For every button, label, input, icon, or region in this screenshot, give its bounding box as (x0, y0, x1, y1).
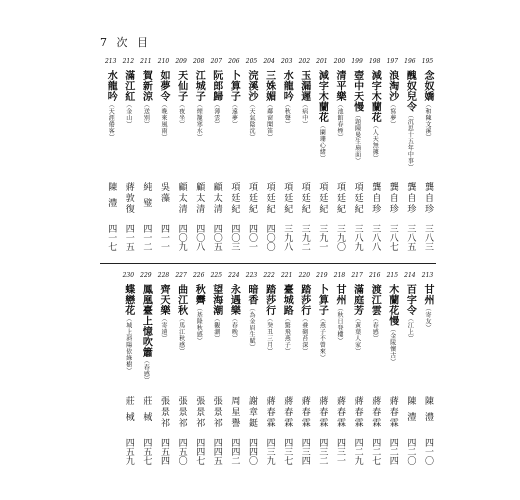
entry-title-sub: （城上斜陽依綠樹） (124, 315, 132, 374)
toc-entry (156, 58, 171, 258)
toc-entry (121, 272, 136, 472)
entry-page: 四三一 (335, 438, 345, 465)
entry-title-sub: （觀潮） (212, 315, 220, 342)
toc-entry (209, 58, 224, 258)
entry-title-main: 江城子 (193, 70, 205, 102)
entry-title (138, 284, 153, 392)
entry-page: 三八五 (405, 224, 416, 251)
entry-number: 218 (333, 272, 346, 279)
toc-entry (244, 272, 259, 472)
toc-entry (314, 58, 329, 258)
entry-title-main: 卜算子 (316, 284, 328, 316)
entry-number: 221 (280, 272, 293, 279)
entry-author: 龔自珍 (405, 182, 416, 215)
toc-entry (138, 58, 153, 258)
entry-page: 四五〇 (176, 438, 187, 465)
entry-number: 225 (210, 272, 223, 279)
entry-title (191, 284, 206, 392)
entry-number: 199 (351, 58, 363, 65)
toc-entry (191, 58, 206, 258)
toc-entry (402, 272, 417, 472)
entry-page: 三九八 (282, 224, 293, 251)
entry-number: 219 (316, 272, 328, 279)
entry-author: 項廷紀 (299, 182, 310, 215)
entry-title (138, 70, 153, 178)
entry-page: 四二七 (370, 438, 381, 465)
entry-title-sub: （沉思十五年中事） (406, 112, 414, 171)
toc-entry (279, 58, 294, 258)
entry-title-main: 如夢令 (158, 70, 169, 102)
toc-entry (420, 272, 435, 472)
entry-title-sub: （秋日登樓） (336, 305, 343, 344)
toc-entry (297, 58, 312, 258)
entry-author: 項廷紀 (352, 182, 363, 215)
entry-number: 204 (263, 58, 275, 65)
entry-title-main: 浪淘沙 (386, 70, 398, 102)
entry-page: 四五九 (123, 438, 134, 465)
entry-title-sub: （為金眉生賦） (248, 305, 255, 351)
entry-number: 210 (157, 58, 170, 65)
entry-title (420, 70, 435, 178)
entry-author: 吳藻 (159, 182, 169, 204)
toc-bottom-block (100, 272, 436, 472)
entry-title-main: 臺城路 (281, 284, 293, 316)
entry-page: 四〇五 (211, 224, 222, 251)
entry-author: 龔自珍 (387, 182, 398, 215)
entry-number: 209 (175, 58, 187, 65)
toc-entry (314, 272, 329, 472)
entry-title-main: 秋霽 (193, 284, 205, 305)
toc-entry (226, 58, 241, 258)
entry-page: 三九一 (317, 224, 328, 251)
entry-title-main: 暗香 (246, 284, 257, 305)
toc-entry (174, 58, 189, 258)
entry-author: 陳 澧 (423, 396, 433, 423)
entry-page: 四二〇 (405, 438, 416, 465)
entry-number: 222 (263, 272, 275, 279)
entry-number: 202 (298, 58, 311, 65)
toc-entry (226, 272, 241, 472)
entry-page: 四五四 (159, 438, 169, 465)
toc-entry (402, 58, 417, 258)
entry-number: 206 (228, 58, 240, 65)
entry-number: 213 (104, 58, 117, 65)
toc-entry (367, 58, 382, 258)
entry-number: 208 (192, 58, 205, 65)
toc-entry (138, 272, 153, 472)
entry-title-sub: （送別） (142, 101, 150, 128)
entry-title-main: 渡江雲 (369, 284, 381, 316)
toc-entry (385, 272, 400, 472)
entry-title-main: 壺中天慢 (351, 70, 363, 112)
toc-entry (279, 272, 294, 472)
entry-number: 205 (245, 58, 258, 65)
entry-title-sub: （馬江秋感） (177, 315, 185, 355)
entry-author: 張景祁 (176, 396, 187, 429)
entry-number: 207 (210, 58, 223, 65)
entry-title (156, 284, 171, 392)
entry-title (332, 284, 347, 392)
entry-author: 項廷紀 (247, 182, 257, 215)
entry-title-sub: （題陳曼生扇面） (353, 112, 361, 164)
entry-number: 226 (192, 272, 205, 279)
entry-title (262, 284, 277, 392)
entry-page: 四一七 (106, 224, 117, 251)
entry-title-main: 甘州 (334, 284, 345, 305)
entry-title (279, 70, 294, 178)
entry-author: 謝章鋌 (247, 396, 257, 429)
entry-title-sub: （煙籠寒水） (195, 101, 203, 141)
entry-number: 223 (245, 272, 258, 279)
entry-title-main: 卜算子 (228, 70, 240, 102)
entry-number: 196 (404, 58, 416, 65)
entry-page: 四三七 (282, 438, 293, 465)
entry-author: 項廷紀 (264, 182, 275, 215)
entry-title (350, 284, 365, 392)
entry-title-main: 滿江紅 (122, 70, 134, 102)
entry-author: 龔自珍 (370, 182, 381, 215)
entry-author: 蔣春霖 (264, 396, 275, 429)
entry-page: 四三九 (264, 438, 275, 465)
entry-title (420, 284, 435, 392)
entry-number: 214 (404, 272, 416, 279)
entry-title (226, 284, 241, 392)
entry-title (103, 70, 118, 178)
entry-title-sub: （闌珊心緒） (318, 122, 326, 162)
entry-author: 莊 棫 (141, 396, 152, 423)
toc-entry (385, 58, 400, 258)
entry-title-main: 減字木蘭花 (369, 70, 381, 123)
entry-author: 純 璧 (141, 182, 152, 209)
entry-author: 顧太清 (211, 182, 222, 215)
entry-page: 三八八 (370, 224, 381, 251)
entry-title-main: 念奴嬌 (422, 70, 433, 102)
entry-title-sub: （驚飛燕子） (283, 315, 291, 355)
entry-title-main: 三姝媚 (263, 70, 275, 102)
toc-entry (191, 272, 206, 472)
entry-author: 蔣春霖 (317, 396, 328, 429)
entry-number: 216 (368, 272, 381, 279)
entry-title-sub: （夜坐） (177, 101, 185, 128)
entry-number: 227 (175, 272, 187, 279)
entry-title-main: 甘州 (422, 284, 433, 305)
entry-title-main: 望海潮 (210, 284, 222, 316)
entry-number: 203 (280, 58, 293, 65)
toc-entry (350, 272, 365, 472)
entry-title (350, 70, 365, 178)
entry-title-main: 醜奴兒令 (404, 70, 416, 112)
entry-title (244, 70, 259, 178)
entry-title-main: 水龍吟 (105, 70, 117, 102)
toc-top-block (100, 58, 436, 258)
entry-title (297, 284, 312, 392)
entry-number: 224 (228, 272, 240, 279)
entry-title-main: 減字木蘭花 (316, 70, 328, 123)
entry-title-sub: （春晚） (230, 315, 238, 342)
entry-page: 四三四 (299, 438, 310, 465)
entry-author: 龔自珍 (423, 182, 433, 215)
entry-page: 四二四 (387, 438, 398, 465)
entry-title-sub: （金山） (124, 101, 132, 128)
entry-page: 三九二 (299, 224, 310, 251)
entry-title-sub: （黃葉人家） (353, 315, 361, 355)
entry-title (279, 284, 294, 392)
entry-page: 四一五 (123, 224, 134, 251)
entry-number: 220 (298, 272, 311, 279)
entry-title-sub: （和陳文溪） (424, 101, 431, 141)
entry-author: 蔣春霖 (370, 396, 381, 429)
entry-title-main: 曲江秋 (175, 284, 187, 316)
entry-title-sub: （江上） (406, 315, 414, 342)
entry-title (174, 70, 189, 178)
entry-title (209, 284, 224, 392)
toc-entry (209, 272, 224, 472)
entry-author: 項廷紀 (282, 182, 293, 215)
toc-entry (332, 58, 347, 258)
entry-title-sub: （春感） (142, 357, 150, 384)
entry-number: 230 (122, 272, 135, 279)
toc-entry (262, 58, 277, 258)
toc-entry (156, 272, 171, 472)
entry-author: 顧太清 (194, 182, 205, 215)
entry-page: 四〇九 (176, 224, 187, 251)
entry-author: 蔣春霖 (352, 396, 363, 429)
entry-number: 200 (333, 58, 346, 65)
entry-number: 228 (157, 272, 170, 279)
entry-page: 四〇八 (194, 224, 205, 251)
entry-title-sub: （天氣陰沈） (248, 101, 255, 141)
entry-title-main: 木蘭花慢 (386, 284, 398, 326)
entry-number: 201 (316, 58, 328, 65)
entry-page: 四二九 (352, 438, 363, 465)
entry-number: 215 (386, 272, 399, 279)
entry-title-main: 水龍吟 (281, 70, 293, 102)
entry-title (262, 70, 277, 178)
entry-title (402, 70, 417, 178)
entry-title-sub: （秋聲） (283, 101, 291, 128)
entry-author: 顧太清 (176, 182, 187, 215)
entry-page: 四〇一 (247, 224, 257, 251)
entry-author: 張景祁 (159, 396, 169, 429)
entry-title-main: 天仙子 (175, 70, 187, 102)
entry-author: 蔣春霖 (387, 396, 398, 429)
entry-title-sub: （燕子不曾來） (318, 315, 326, 361)
entry-author: 蔣敦復 (123, 182, 134, 215)
entry-page: 三八九 (352, 224, 363, 251)
entry-author: 蔣春霖 (299, 396, 310, 429)
entry-title-sub: （春感） (371, 315, 379, 342)
entry-author: 陳 澧 (405, 396, 416, 423)
section-divider (100, 263, 436, 264)
entry-title (209, 70, 224, 178)
entry-author: 周星譽 (229, 396, 240, 429)
entry-title-main: 玉漏遲 (298, 70, 310, 102)
entry-author: 陳 澧 (106, 182, 117, 209)
entry-number: 195 (421, 58, 434, 65)
page-header: 7 次 目 (100, 36, 151, 49)
entry-title-sub: （遠夢） (230, 101, 238, 128)
entry-title-sub: （晚來風雨） (160, 101, 167, 141)
toc-entry (262, 272, 277, 472)
entry-number: 212 (122, 58, 135, 65)
toc-entry (121, 58, 136, 258)
entry-number: 198 (368, 58, 381, 65)
entry-title-sub: （鄰窗聞笛） (265, 101, 273, 141)
entry-title-main: 賀新涼 (140, 70, 152, 102)
entry-title-main: 鳳凰臺上憶吹簫 (140, 284, 152, 358)
entry-author: 項廷紀 (229, 182, 240, 215)
entry-title (156, 70, 171, 178)
entry-title (367, 70, 382, 178)
entry-page: 四四七 (194, 438, 205, 465)
entry-page: 四〇三 (229, 224, 240, 251)
entry-title-main: 永遇樂 (228, 284, 240, 316)
entry-title-sub: （寄友） (424, 305, 431, 331)
entry-title-main: 踏莎行 (263, 284, 275, 316)
entry-page: 四四五 (211, 438, 222, 465)
entry-page: 四四二 (229, 438, 240, 465)
toc-entry (332, 272, 347, 472)
entry-title (121, 284, 136, 392)
entry-author: 莊 棫 (123, 396, 134, 423)
entry-number: 197 (386, 58, 399, 65)
entry-author: 蔣春霖 (335, 396, 345, 429)
toc-entry (174, 272, 189, 472)
entry-title-main: 浣溪沙 (246, 70, 257, 102)
entry-page: 四〇〇 (264, 224, 275, 251)
entry-title-sub: （基隆秋感） (195, 305, 203, 344)
entry-title-sub: （病中） (300, 101, 308, 128)
entry-title (314, 70, 329, 178)
entry-title-sub: （寄遠） (160, 315, 167, 342)
entry-page: 四一二 (141, 224, 152, 251)
entry-title-main: 齊天樂 (158, 284, 169, 316)
entry-title (385, 70, 400, 178)
entry-title-sub: （人天無據） (371, 122, 379, 162)
entry-page: 四一〇 (423, 438, 433, 465)
entry-number: 211 (140, 58, 152, 65)
entry-title (191, 70, 206, 178)
entry-title (244, 284, 259, 392)
entry-title-sub: （天涯倦客） (107, 101, 115, 141)
entry-title (367, 284, 382, 392)
entry-page: 三八七 (387, 224, 398, 251)
entry-page: 四五七 (141, 438, 152, 465)
entry-author: 項廷紀 (335, 182, 345, 215)
entry-title-main: 踏莎行 (298, 284, 310, 316)
toc-entry (350, 58, 365, 258)
entry-author: 項廷紀 (317, 182, 328, 215)
entry-title-main: 阮郎歸 (210, 70, 222, 102)
toc-entry (367, 272, 382, 472)
toc-entry (244, 58, 259, 258)
entry-title (314, 284, 329, 392)
entry-title-sub: （金陵懷古） (388, 326, 396, 365)
toc-entry (297, 272, 312, 472)
entry-title (226, 70, 241, 178)
entry-title-sub: （叠砌苔深） (300, 315, 308, 355)
entry-number: 229 (140, 272, 152, 279)
entry-page: 四三二 (317, 438, 328, 465)
entry-title-main: 滿庭芳 (351, 284, 363, 316)
entry-page: 三八三 (423, 224, 433, 251)
entry-title (174, 284, 189, 392)
entry-title-main: 百字令 (404, 284, 416, 316)
entry-author: 蔣春霖 (282, 396, 293, 429)
entry-author: 張景祁 (194, 396, 205, 429)
entry-title (332, 70, 347, 178)
toc-entry (103, 58, 118, 258)
entry-page: 三九〇 (335, 224, 345, 251)
entry-number: 217 (351, 272, 363, 279)
entry-page: 四四〇 (247, 438, 257, 465)
entry-title-sub: （寫夢） (388, 101, 396, 128)
entry-title-sub: （池館春煙） (336, 101, 343, 141)
entry-title-main: 蝶戀花 (122, 284, 134, 316)
entry-title-sub: （薄雲） (212, 101, 220, 128)
toc-entry (420, 58, 435, 258)
entry-title-sub: （癸丑三月） (265, 315, 273, 355)
entry-title (121, 70, 136, 178)
entry-page: 四一一 (159, 224, 169, 251)
entry-number: 213 (421, 272, 434, 279)
entry-title (297, 70, 312, 178)
entry-title-main: 清平樂 (334, 70, 345, 102)
entry-author: 張景祁 (211, 396, 222, 429)
entry-title (402, 284, 417, 392)
entry-title (385, 284, 400, 392)
